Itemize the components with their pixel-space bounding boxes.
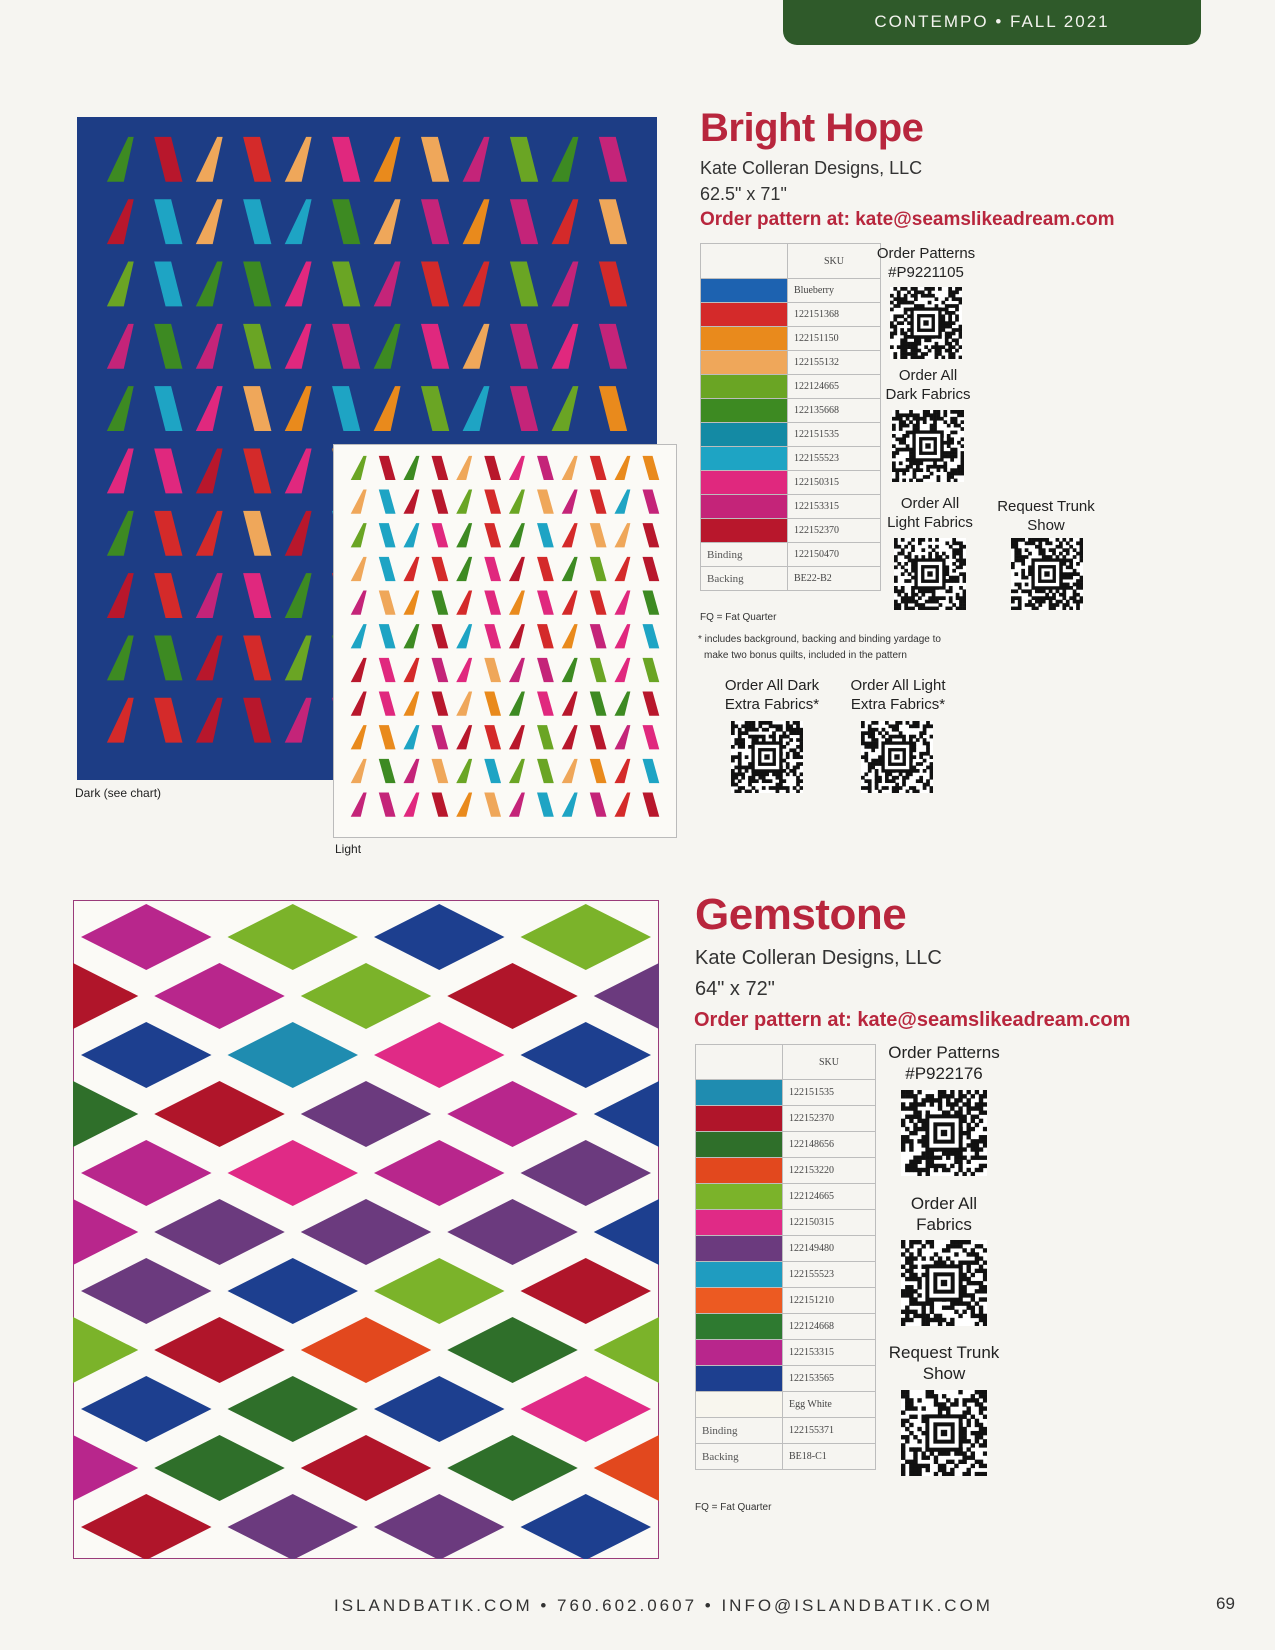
table-row xyxy=(701,471,881,495)
qr-code-order-dark-fabrics[interactable] xyxy=(892,410,964,482)
fabric-swatch xyxy=(696,1210,783,1236)
sku-value: 122153315 xyxy=(783,1340,876,1366)
table-row xyxy=(701,495,881,519)
caption-dark: Dark (see chart) xyxy=(75,786,162,800)
table-row xyxy=(701,303,881,327)
fabric-swatch xyxy=(696,1080,783,1106)
order-light-extra-label: Order All Light Extra Fabrics* xyxy=(850,677,946,713)
qr-code-order-light-fabrics[interactable] xyxy=(894,538,966,610)
table-row xyxy=(701,351,881,375)
table-row xyxy=(696,1392,876,1418)
sku-header: SKU xyxy=(788,244,881,279)
order-patterns-label: Order Patterns #P9221105 xyxy=(876,245,976,281)
order-pattern-email[interactable]: Order pattern at: kate@seamslikeadream.com xyxy=(700,209,1115,230)
fabric-swatch xyxy=(701,519,788,543)
sku-value: 122155132 xyxy=(788,351,881,375)
order-patterns-label: Order Patterns #P922176 xyxy=(888,1043,1000,1083)
table-row xyxy=(701,399,881,423)
quilt-size: 64" x 72" xyxy=(695,978,775,1000)
qr-code-order-patterns[interactable] xyxy=(901,1090,987,1176)
table-header-row xyxy=(696,1045,876,1080)
fabric-swatch xyxy=(701,351,788,375)
order-dark-extra-label: Order All Dark Extra Fabrics* xyxy=(724,677,820,713)
order-dark-fabrics-label: Order All Dark Fabrics xyxy=(885,367,971,403)
table-row xyxy=(696,1210,876,1236)
fabric-swatch xyxy=(696,1366,783,1392)
fabric-swatch xyxy=(701,471,788,495)
fabric-swatch xyxy=(696,1106,783,1132)
request-trunk-show-label: Request Trunk Show xyxy=(997,498,1095,534)
fabric-swatch xyxy=(696,1132,783,1158)
row-label: Backing xyxy=(701,567,788,591)
table-row xyxy=(701,423,881,447)
catalog-season-tab: CONTEMPO • FALL 2021 xyxy=(783,0,1201,45)
table-row xyxy=(696,1366,876,1392)
fabric-swatch xyxy=(701,375,788,399)
row-label: Binding xyxy=(701,543,788,567)
sku-value: Blueberry xyxy=(788,279,881,303)
fabric-sku-table xyxy=(695,1044,876,1470)
table-row xyxy=(696,1236,876,1262)
sku-value: BE22-B2 xyxy=(788,567,881,591)
designer-name: Kate Colleran Designs, LLC xyxy=(700,158,923,178)
fabric-swatch xyxy=(696,1288,783,1314)
table-row xyxy=(696,1080,876,1106)
table-row xyxy=(701,567,881,591)
fabric-swatch xyxy=(696,1340,783,1366)
table-row xyxy=(696,1340,876,1366)
fabric-swatch xyxy=(701,303,788,327)
table-row xyxy=(701,327,881,351)
table-row xyxy=(701,519,881,543)
fabric-swatch xyxy=(696,1236,783,1262)
qr-code-order-light-extra[interactable] xyxy=(861,721,933,793)
quilt-image-gemstone xyxy=(73,900,659,1559)
order-pattern-email[interactable]: Order pattern at: kate@seamslikeadream.com xyxy=(694,1009,1131,1031)
sku-value: Egg White xyxy=(783,1392,876,1418)
table-row xyxy=(701,447,881,471)
table-row xyxy=(701,543,881,567)
quilt-size: 62.5" x 71" xyxy=(700,184,787,204)
qr-code-order-dark-extra[interactable] xyxy=(731,721,803,793)
sku-value: BE18-C1 xyxy=(783,1444,876,1470)
sku-value: 122155523 xyxy=(788,447,881,471)
fabric-swatch xyxy=(696,1184,783,1210)
sku-value: 122151535 xyxy=(783,1080,876,1106)
fabric-sku-table xyxy=(700,243,881,591)
sku-value: 122124665 xyxy=(783,1184,876,1210)
sku-value: 122124665 xyxy=(788,375,881,399)
table-row xyxy=(696,1158,876,1184)
table-row xyxy=(696,1418,876,1444)
row-label: Backing xyxy=(696,1444,783,1470)
sku-value: 122153315 xyxy=(788,495,881,519)
sku-value: 122153565 xyxy=(783,1366,876,1392)
sku-value: 122150315 xyxy=(783,1210,876,1236)
fabric-swatch xyxy=(701,447,788,471)
caption-light: Light xyxy=(335,842,362,856)
table-row xyxy=(696,1132,876,1158)
table-header-row xyxy=(701,244,881,279)
sku-value: 122152370 xyxy=(788,519,881,543)
sku-value: 122151368 xyxy=(788,303,881,327)
sku-value: 122151535 xyxy=(788,423,881,447)
footer-contact: ISLANDBATIK.COM • 760.602.0607 • INFO@ISLANDBATIK.COM xyxy=(334,1596,993,1615)
fabric-swatch xyxy=(701,399,788,423)
table-row xyxy=(696,1314,876,1340)
sku-value: 122150315 xyxy=(788,471,881,495)
sku-value: 122150470 xyxy=(788,543,881,567)
quilt-image-light xyxy=(333,444,677,838)
order-light-fabrics-label: Order All Light Fabrics xyxy=(887,495,973,531)
page-number: 69 xyxy=(1216,1594,1235,1613)
qr-code-request-trunk-show[interactable] xyxy=(1011,538,1083,610)
includes-note-line2: make two bonus quilts, included in the pattern xyxy=(704,650,907,661)
table-row xyxy=(696,1106,876,1132)
sku-header: SKU xyxy=(783,1045,876,1080)
table-row xyxy=(701,375,881,399)
qr-code-request-trunk-show[interactable] xyxy=(901,1390,987,1476)
table-row xyxy=(696,1184,876,1210)
sku-value: 122151210 xyxy=(783,1288,876,1314)
fabric-swatch xyxy=(696,1392,783,1418)
fabric-swatch xyxy=(701,279,788,303)
fabric-swatch xyxy=(696,1158,783,1184)
fabric-swatch xyxy=(701,327,788,351)
sku-value: 122149480 xyxy=(783,1236,876,1262)
fq-note: FQ = Fat Quarter xyxy=(700,612,777,623)
sku-value: 122153220 xyxy=(783,1158,876,1184)
sku-value: 122155523 xyxy=(783,1262,876,1288)
pattern-title: Gemstone xyxy=(695,890,907,939)
designer-name: Kate Colleran Designs, LLC xyxy=(695,947,942,969)
fabric-swatch xyxy=(701,495,788,519)
sku-value: 122155371 xyxy=(783,1418,876,1444)
fabric-swatch xyxy=(696,1314,783,1340)
table-row xyxy=(701,279,881,303)
row-label: Binding xyxy=(696,1418,783,1444)
qr-code-order-patterns[interactable] xyxy=(890,287,962,359)
fabric-swatch xyxy=(701,423,788,447)
sku-value: 122148656 xyxy=(783,1132,876,1158)
sku-value: 122135668 xyxy=(788,399,881,423)
qr-code-order-all-fabrics[interactable] xyxy=(901,1240,987,1326)
sku-value: 122152370 xyxy=(783,1106,876,1132)
sku-value: 122124668 xyxy=(783,1314,876,1340)
order-all-fabrics-label: Order All Fabrics xyxy=(910,1194,978,1234)
sku-value: 122151150 xyxy=(788,327,881,351)
pattern-title: Bright Hope xyxy=(700,106,924,150)
table-row xyxy=(696,1288,876,1314)
table-row xyxy=(696,1262,876,1288)
fq-note: FQ = Fat Quarter xyxy=(695,1502,772,1513)
request-trunk-show-label: Request Trunk Show xyxy=(888,1343,1000,1383)
table-row xyxy=(696,1444,876,1470)
includes-note-line1: * includes background, backing and binding yardage to xyxy=(698,634,941,645)
fabric-swatch xyxy=(696,1262,783,1288)
